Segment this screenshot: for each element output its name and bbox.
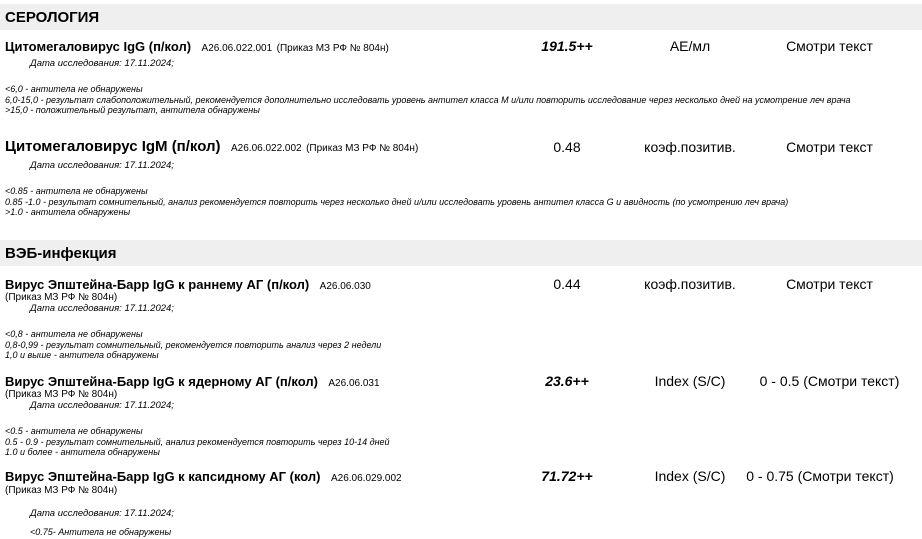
test-name: Цитомегаловирус IgG (п/кол) bbox=[5, 39, 192, 54]
note-line: <0.85 - антитела не обнаружены bbox=[5, 186, 148, 196]
test-date: Дата исследования: 17.11.2024; bbox=[30, 58, 174, 69]
test-unit: коэф.позитив. bbox=[644, 276, 736, 292]
test-order: (Приказ МЗ РФ № 804н) bbox=[5, 292, 118, 303]
test-row bbox=[5, 138, 418, 156]
test-code: A26.06.022.002 bbox=[231, 143, 302, 154]
test-reference: 0 - 0.75 (Смотри текст) bbox=[746, 468, 894, 484]
test-unit: коэф.позитив. bbox=[644, 139, 736, 155]
test-name: Вирус Эпштейна-Барр IgG к ядерному АГ (п/кол) bbox=[5, 374, 318, 389]
note-line: 0.5 - 0.9 - результат сомнительный, анализ рекомендуется повторить через 10-14 дней bbox=[5, 436, 390, 447]
note-line: 0,8-0,99 - результат сомнительный, рекомендуется повторить анализ через 2 недели bbox=[5, 339, 382, 350]
test-code: A26.06.022.001 bbox=[201, 43, 273, 54]
note-line: 6,0-15,0 - результат слабоположительный, рекомендуется дополнительно исследовать уровень антител класса М и/или повторить исследование через несколько дней на усмотрение леч врача bbox=[5, 94, 851, 105]
test-code: A26.06.029.002 bbox=[330, 473, 402, 484]
note-line: 1,0 и выше - антитела обнаружены bbox=[5, 350, 159, 360]
test-order: (Приказ МЗ РФ № 804н) bbox=[276, 43, 389, 54]
test-reference: 0 - 0.5 (Смотри текст) bbox=[759, 373, 900, 389]
note-line: 0.85 -1.0 - результат сомнительный, анализ рекомендуется повторить через несколько дней и/или исследовать уровень антител класса G и авидность (по усмотрению леч врача) bbox=[5, 196, 789, 207]
test-notes bbox=[5, 84, 917, 116]
test-name: Вирус Эпштейна-Барр IgG к раннему АГ (п/кол) bbox=[5, 277, 310, 292]
test-date: Дата исследования: 17.11.2024; bbox=[30, 303, 174, 314]
test-reference: Смотри текст bbox=[786, 139, 873, 155]
test-notes bbox=[5, 329, 917, 361]
test-unit: Index (S/C) bbox=[654, 373, 726, 389]
test-value: 191.5++ bbox=[541, 38, 593, 54]
test-code: A26.06.030 bbox=[319, 281, 371, 292]
test-row bbox=[5, 38, 389, 56]
test-notes bbox=[5, 426, 917, 458]
test-value: 71.72++ bbox=[541, 468, 593, 484]
note-line: >15,0 - положительный результат, антитела обнаружены bbox=[5, 105, 260, 115]
test-unit: АЕ/мл bbox=[669, 38, 711, 54]
test-date: Дата исследования: 17.11.2024; bbox=[30, 400, 174, 411]
test-reference: Смотри текст bbox=[786, 38, 873, 54]
test-order: (Приказ МЗ РФ № 804н) bbox=[5, 485, 118, 496]
test-name: Цитомегаловирус IgM (п/кол) bbox=[5, 138, 221, 155]
test-code: A26.06.031 bbox=[328, 378, 380, 389]
section-title: СЕРОЛОГИЯ bbox=[5, 9, 100, 26]
test-name: Вирус Эпштейна-Барр IgG к капсидному АГ (кол) bbox=[5, 469, 321, 484]
note-line: <0.75- Антитела не обнаружены bbox=[30, 527, 172, 537]
section-title: ВЭБ-инфекция bbox=[5, 245, 117, 262]
test-row bbox=[5, 468, 402, 486]
test-order: (Приказ МЗ РФ № 804н) bbox=[5, 389, 118, 400]
section-header bbox=[0, 4, 922, 30]
test-reference: Смотри текст bbox=[786, 276, 873, 292]
section-header bbox=[0, 240, 922, 266]
test-date: Дата исследования: 17.11.2024; bbox=[30, 160, 174, 171]
test-value: 23.6++ bbox=[545, 373, 589, 389]
test-notes bbox=[5, 186, 917, 218]
test-date: Дата исследования: 17.11.2024; bbox=[30, 508, 174, 519]
note-line: <6,0 - антитела не обнаружены bbox=[5, 84, 143, 94]
test-order: (Приказ МЗ РФ № 804н) bbox=[306, 143, 419, 154]
test-notes bbox=[30, 527, 910, 538]
test-unit: Index (S/C) bbox=[654, 468, 726, 484]
note-line: >1.0 - антитела обнаружены bbox=[5, 207, 131, 217]
note-line: 1.0 и более - антитела обнаружены bbox=[5, 447, 160, 457]
test-value: 0.44 bbox=[553, 276, 581, 292]
note-line: <0,8 - антитела не обнаружены bbox=[5, 329, 143, 339]
note-line: <0.5 - антитела не обнаружены bbox=[5, 426, 143, 436]
test-value: 0.48 bbox=[553, 139, 581, 155]
